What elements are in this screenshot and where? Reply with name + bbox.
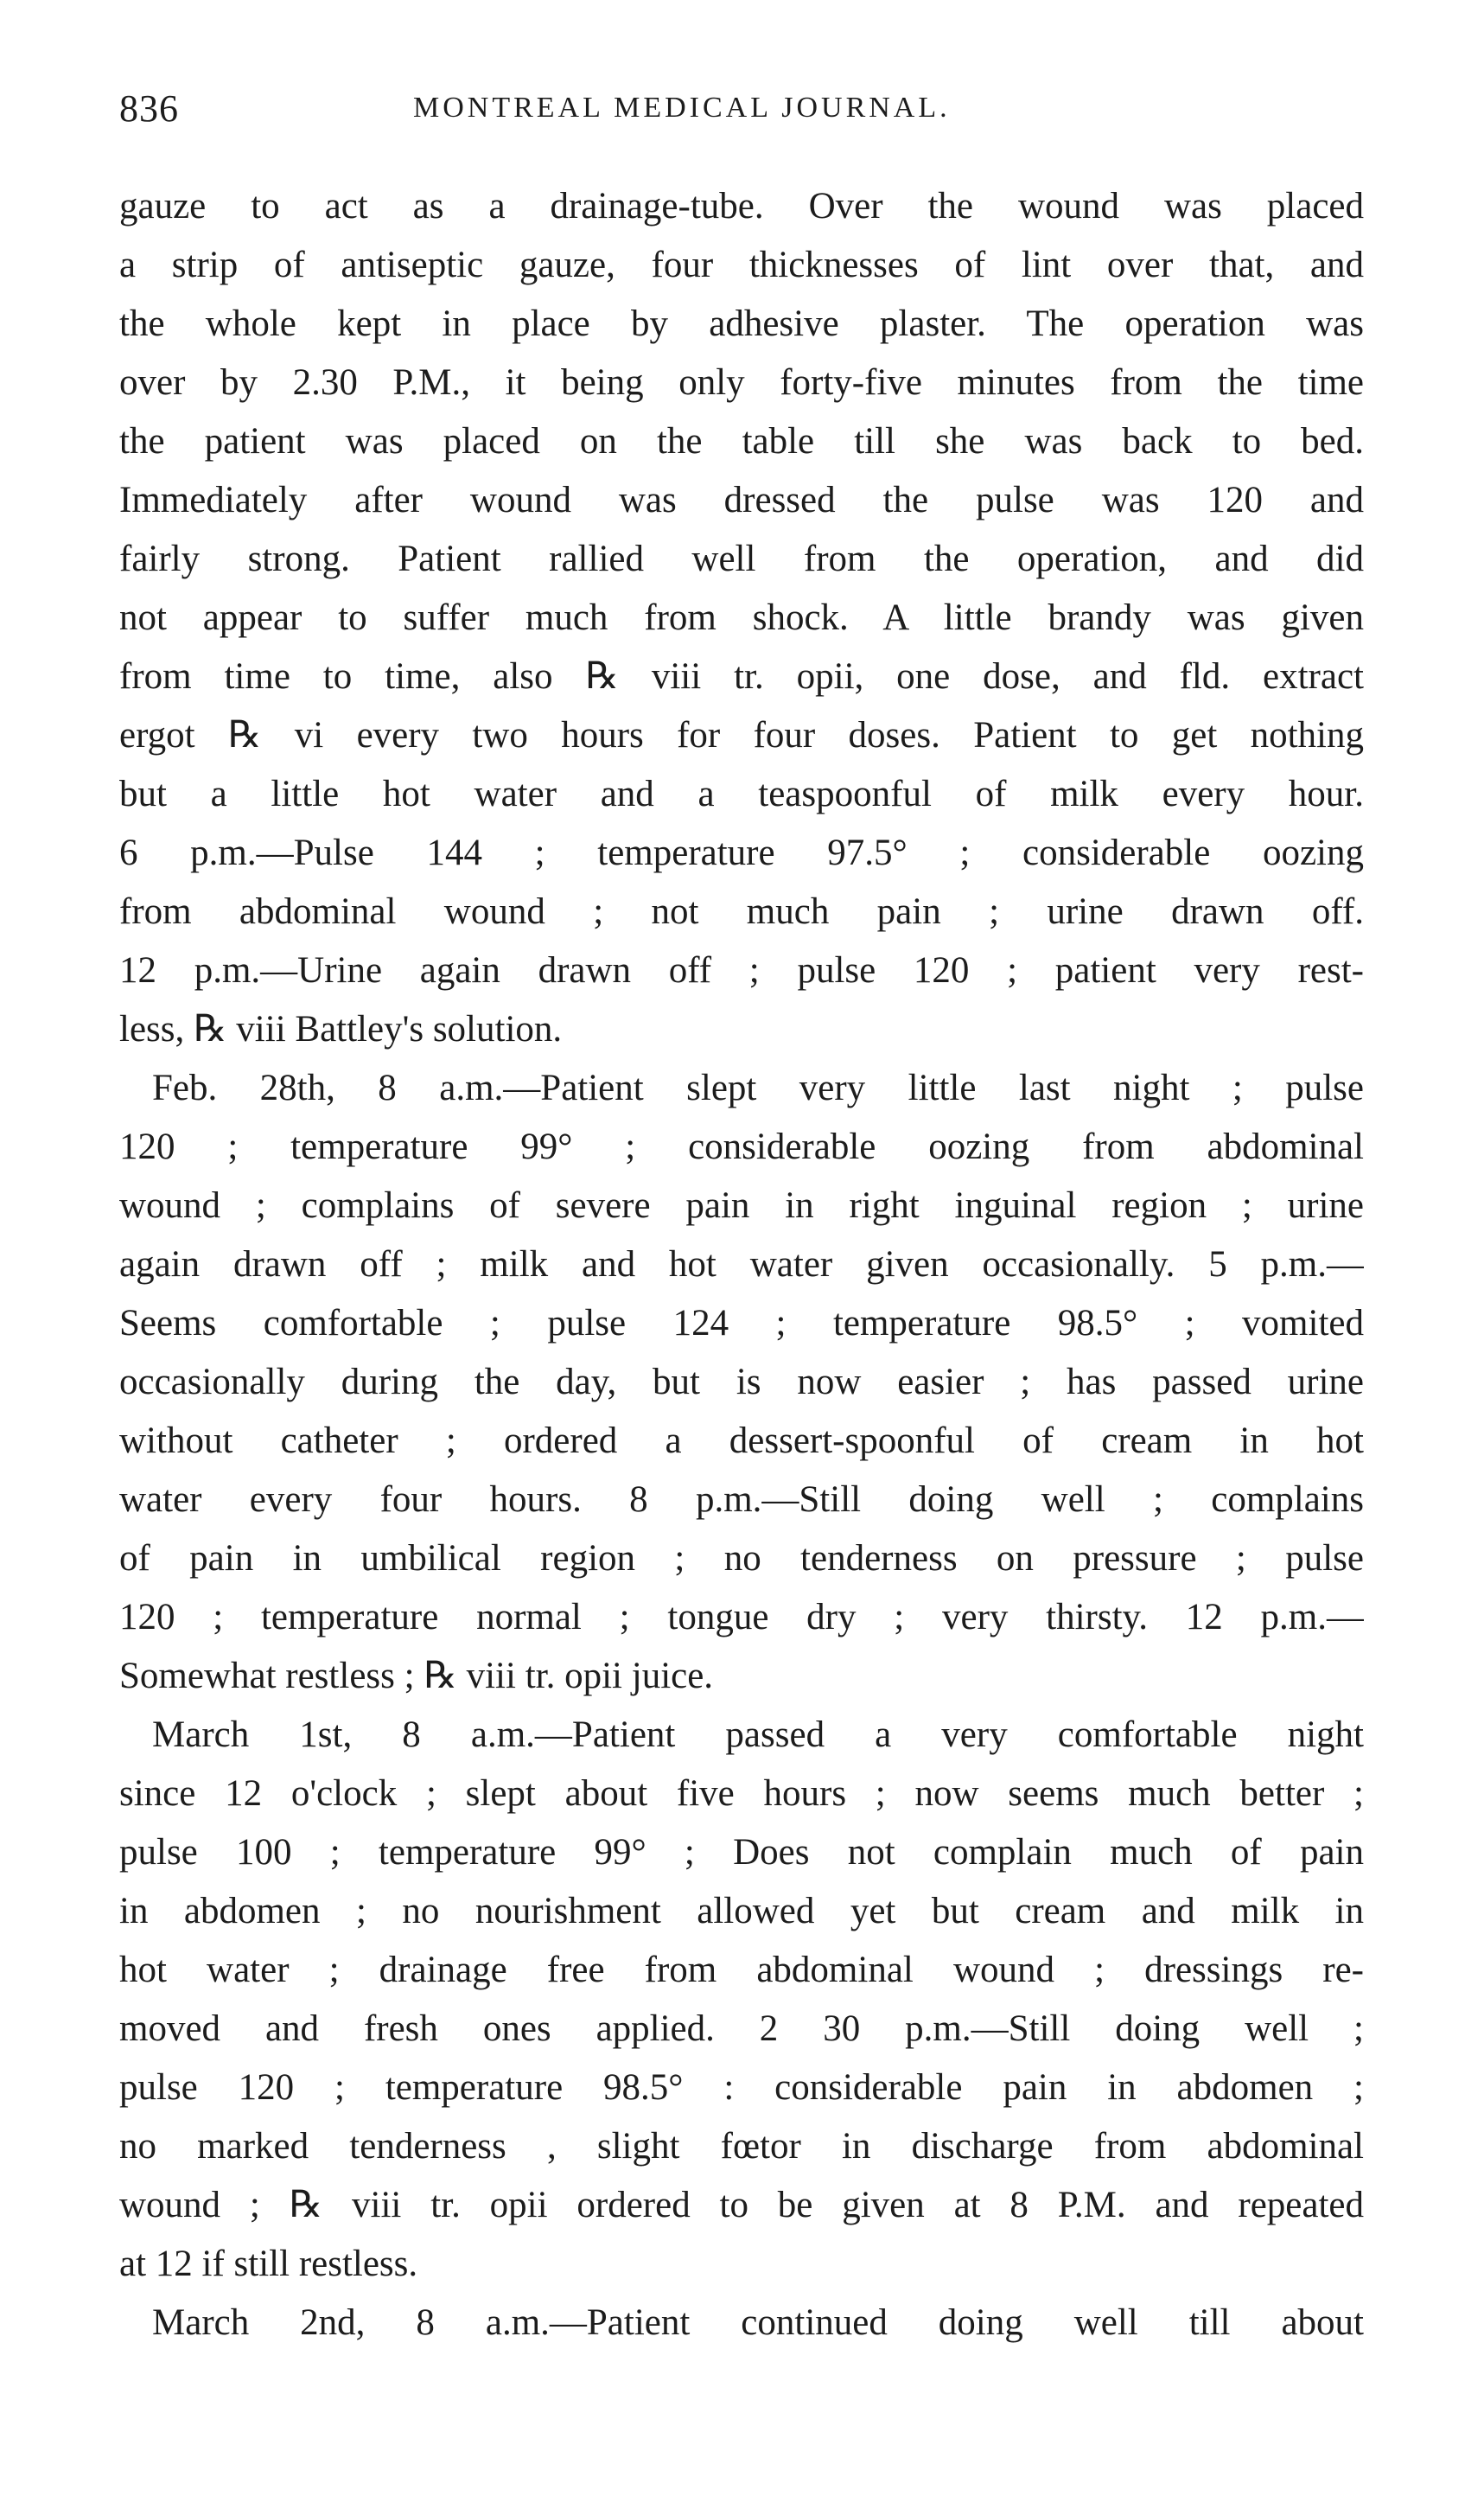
- text-line: at 12 if still restless.: [119, 2244, 418, 2284]
- text-line: over by 2.30 P.M., it being only forty-five minutes from the time: [119, 362, 1364, 403]
- text-line: March 2nd, 8 a.m.—Patient continued doing well till about: [152, 2302, 1364, 2343]
- text-line: from time to time, also ℞ viii tr. opii, one dose, and fld. extract: [119, 656, 1364, 697]
- text-line: the patient was placed on the table till she was back to bed.: [119, 421, 1364, 462]
- text-line: fairly strong. Patient rallied well from the operation, and did: [119, 539, 1364, 579]
- text-line: Immediately after wound was dressed the pulse was 120 and: [119, 480, 1364, 520]
- page-number: 836: [119, 87, 179, 130]
- text-line: pulse 120 ; temperature 98.5° : considerable pain in abdomen ;: [119, 2067, 1364, 2108]
- text-line: water every four hours. 8 p.m.—Still doing well ; complains: [119, 1479, 1364, 1520]
- text-line: ergot ℞ vi every two hours for four doses. Patient to get nothing: [119, 715, 1364, 756]
- body-text: [119, 177, 1364, 2352]
- text-line: not appear to suffer much from shock. A little brandy was given: [119, 597, 1364, 638]
- text-line: of pain in umbilical region ; no tenderness on pressure ; pulse: [119, 1538, 1364, 1579]
- text-line: without catheter ; ordered a dessert-spoonful of cream in hot: [119, 1420, 1364, 1461]
- text-line: a strip of antiseptic gauze, four thicknesses of lint over that, and: [119, 245, 1364, 285]
- journal-title: MONTREAL MEDICAL JOURNAL.: [413, 92, 951, 124]
- text-line: Somewhat restless ; ℞ viii tr. opii juice.: [119, 1656, 714, 1696]
- text-line: gauze to act as a drainage-tube. Over the wound was placed: [119, 186, 1364, 227]
- text-line: less, ℞ viii Battley's solution.: [119, 1009, 563, 1050]
- text-line: Feb. 28th, 8 a.m.—Patient slept very little last night ; pulse: [152, 1068, 1364, 1108]
- text-line: 6 p.m.—Pulse 144 ; temperature 97.5° ; considerable oozing: [119, 833, 1364, 873]
- text-line: March 1st, 8 a.m.—Patient passed a very comfortable night: [152, 1714, 1364, 1755]
- text-line: since 12 o'clock ; slept about five hours ; now seems much better ;: [119, 1773, 1364, 1814]
- text-line: occasionally during the day, but is now easier ; has passed urine: [119, 1362, 1364, 1402]
- text-line: hot water ; drainage free from abdominal wound ; dressings re-: [119, 1950, 1364, 1990]
- text-line: from abdominal wound ; not much pain ; urine drawn off.: [119, 891, 1364, 932]
- text-line: again drawn off ; milk and hot water given occasionally. 5 p.m.—: [119, 1244, 1364, 1285]
- running-head: [119, 86, 1364, 138]
- text-line: wound ; complains of severe pain in right inguinal region ; urine: [119, 1185, 1364, 1226]
- text-line: but a little hot water and a teaspoonful of milk every hour.: [119, 774, 1364, 814]
- text-line: no marked tenderness , slight fœtor in discharge from abdominal: [119, 2126, 1364, 2167]
- text-line: 12 p.m.—Urine again drawn off ; pulse 120 ; patient very rest-: [119, 950, 1364, 991]
- text-line: Seems comfortable ; pulse 124 ; temperature 98.5° ; vomited: [119, 1303, 1364, 1344]
- text-line: the whole kept in place by adhesive plaster. The operation was: [119, 303, 1364, 344]
- text-line: 120 ; temperature normal ; tongue dry ; very thirsty. 12 p.m.—: [119, 1597, 1364, 1637]
- text-line: in abdomen ; no nourishment allowed yet but cream and milk in: [119, 1891, 1364, 1931]
- text-line: pulse 100 ; temperature 99° ; Does not complain much of pain: [119, 1832, 1364, 1873]
- text-line: 120 ; temperature 99° ; considerable oozing from abdominal: [119, 1127, 1364, 1167]
- text-line: moved and fresh ones applied. 2 30 p.m.—Still doing well ;: [119, 2008, 1364, 2049]
- text-line: wound ; ℞ viii tr. opii ordered to be given at 8 P.M. and repeated: [119, 2185, 1364, 2225]
